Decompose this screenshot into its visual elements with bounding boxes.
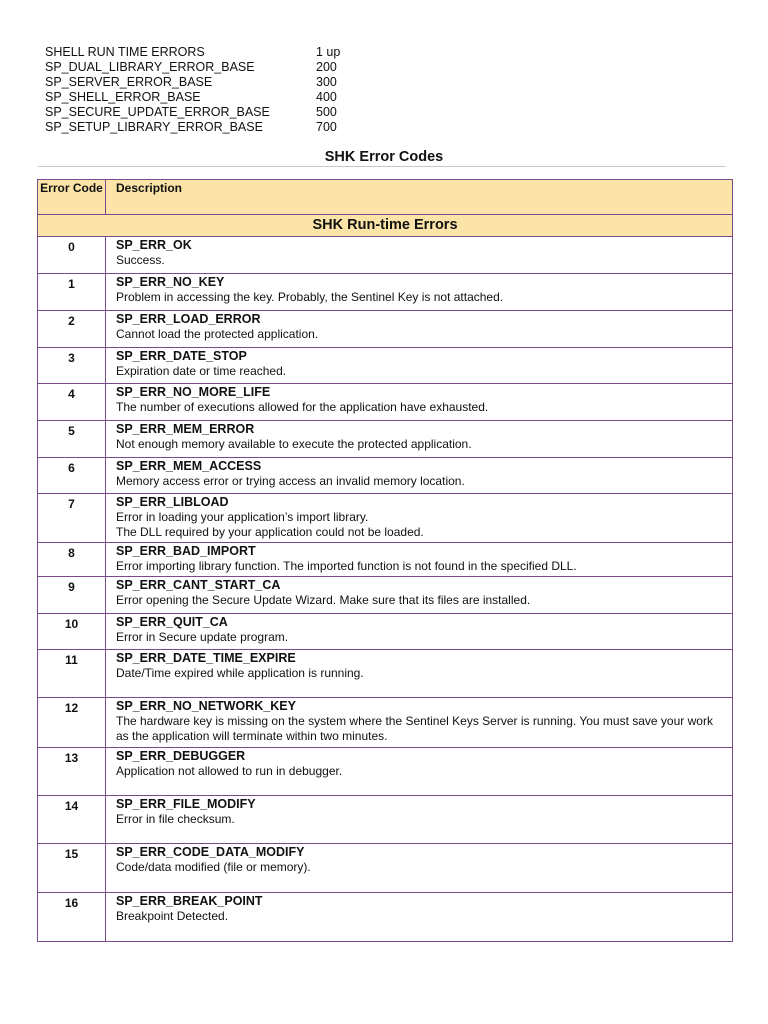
table-row [38, 796, 733, 844]
error-description [106, 893, 733, 942]
error-description-text: Error importing library function. The imported function is not found in the specified DLL. [116, 559, 577, 573]
table-row [38, 311, 733, 348]
error-description [106, 421, 733, 458]
base-row [45, 90, 340, 105]
error-constant-name: SP_ERR_DATE_TIME_EXPIRE [116, 651, 296, 665]
error-code: 8 [38, 543, 106, 577]
error-description [106, 237, 733, 274]
error-code: 13 [38, 748, 106, 796]
base-row [45, 105, 340, 120]
error-description-text: Breakpoint Detected. [116, 909, 229, 923]
error-constant-name: SP_ERR_LOAD_ERROR [116, 312, 261, 326]
error-description [106, 698, 733, 748]
error-description-text: Expiration date or time reached. [116, 364, 287, 378]
title-divider [38, 166, 726, 167]
error-code: 3 [38, 348, 106, 384]
error-description-text: Error in loading your application’s import library. [116, 510, 369, 524]
table-row [38, 458, 733, 494]
error-description-text: The number of executions allowed for the application have exhausted. [116, 400, 489, 414]
header-description: Description [106, 180, 733, 215]
error-description [106, 384, 733, 421]
error-constant-name: SP_ERR_NO_NETWORK_KEY [116, 699, 296, 713]
error-constant-name: SP_ERR_FILE_MODIFY [116, 797, 256, 811]
error-constant-name: SP_ERR_MEM_ERROR [116, 422, 255, 436]
error-code-table [37, 179, 733, 942]
error-code: 6 [38, 458, 106, 494]
base-value: 700 [316, 120, 337, 134]
error-description-text: Date/Time expired while application is running. [116, 666, 364, 680]
error-constant-name: SP_ERR_LIBLOAD [116, 495, 229, 509]
error-code: 5 [38, 421, 106, 458]
error-description-text: Error opening the Secure Update Wizard. Make sure that its files are installed. [116, 593, 531, 607]
error-description [106, 543, 733, 577]
error-description-text: Problem in accessing the key. Probably, the Sentinel Key is not attached. [116, 290, 504, 304]
error-description [106, 274, 733, 311]
table-subheading: SHK Run-time Errors [38, 215, 733, 237]
error-constant-name: SP_ERR_QUIT_CA [116, 615, 228, 629]
error-description [106, 796, 733, 844]
error-description [106, 458, 733, 494]
table-row [38, 748, 733, 796]
error-description [106, 348, 733, 384]
error-description-text: The DLL required by your application could not be loaded. [116, 525, 424, 539]
error-constant-name: SP_ERR_CANT_START_CA [116, 578, 281, 592]
base-name: SP_SERVER_ERROR_BASE [45, 75, 213, 89]
error-description-text: The hardware key is missing on the system where the Sentinel Keys Server is running. You must save your work as the application will terminate within two minutes. [116, 714, 713, 743]
base-name: SHELL RUN TIME ERRORS [45, 45, 205, 59]
base-name: SP_SETUP_LIBRARY_ERROR_BASE [45, 120, 263, 134]
error-code: 14 [38, 796, 106, 844]
error-description [106, 577, 733, 614]
error-description [106, 614, 733, 650]
table-row [38, 577, 733, 614]
error-description-text: Error in file checksum. [116, 812, 235, 826]
base-value: 200 [316, 60, 337, 74]
error-constant-name: SP_ERR_MEM_ACCESS [116, 459, 262, 473]
table-row [38, 698, 733, 748]
error-code: 9 [38, 577, 106, 614]
error-description [106, 311, 733, 348]
table-row [38, 650, 733, 698]
error-description-text: Success. [116, 253, 165, 267]
error-code: 16 [38, 893, 106, 942]
error-constant-name: SP_ERR_BAD_IMPORT [116, 544, 256, 558]
error-description-text: Code/data modified (file or memory). [116, 860, 311, 874]
table-row [38, 844, 733, 893]
table-subheading-row [38, 215, 733, 237]
table-row [38, 614, 733, 650]
error-constant-name: SP_ERR_OK [116, 238, 192, 252]
base-row [45, 75, 340, 90]
error-constant-name: SP_ERR_DEBUGGER [116, 749, 246, 763]
error-base-list [45, 45, 340, 135]
error-code: 10 [38, 614, 106, 650]
error-description [106, 748, 733, 796]
table-row [38, 494, 733, 543]
error-description [106, 650, 733, 698]
error-description [106, 844, 733, 893]
error-description-text: Memory access error or trying access an invalid memory location. [116, 474, 465, 488]
base-row [45, 120, 340, 135]
error-description [106, 494, 733, 543]
error-constant-name: SP_ERR_DATE_STOP [116, 349, 247, 363]
section-title: SHK Error Codes [324, 149, 444, 165]
error-code: 7 [38, 494, 106, 543]
base-row [45, 45, 340, 60]
table-row [38, 543, 733, 577]
error-code: 11 [38, 650, 106, 698]
table-row [38, 348, 733, 384]
table-row [38, 893, 733, 942]
error-code: 0 [38, 237, 106, 274]
table-header-row [38, 180, 733, 215]
error-code: 15 [38, 844, 106, 893]
error-code: 2 [38, 311, 106, 348]
table-row [38, 384, 733, 421]
base-row [45, 60, 340, 75]
error-description-text: Application not allowed to run in debugger. [116, 764, 343, 778]
base-name: SP_DUAL_LIBRARY_ERROR_BASE [45, 60, 255, 74]
table-row [38, 237, 733, 274]
table-row [38, 421, 733, 458]
base-name: SP_SECURE_UPDATE_ERROR_BASE [45, 105, 270, 119]
base-value: 500 [316, 105, 337, 119]
error-code: 12 [38, 698, 106, 748]
table-row [38, 274, 733, 311]
base-name: SP_SHELL_ERROR_BASE [45, 90, 201, 104]
error-description-text: Cannot load the protected application. [116, 327, 319, 341]
error-constant-name: SP_ERR_BREAK_POINT [116, 894, 263, 908]
error-constant-name: SP_ERR_CODE_DATA_MODIFY [116, 845, 305, 859]
error-description-text: Error in Secure update program. [116, 630, 289, 644]
error-constant-name: SP_ERR_NO_KEY [116, 275, 225, 289]
base-value: 300 [316, 75, 337, 89]
base-value: 1 up [316, 45, 341, 59]
error-description-text: Not enough memory available to execute the protected application. [116, 437, 472, 451]
header-error-code: Error Code [38, 180, 106, 215]
error-code: 4 [38, 384, 106, 421]
base-value: 400 [316, 90, 337, 104]
error-code: 1 [38, 274, 106, 311]
error-constant-name: SP_ERR_NO_MORE_LIFE [116, 385, 271, 399]
